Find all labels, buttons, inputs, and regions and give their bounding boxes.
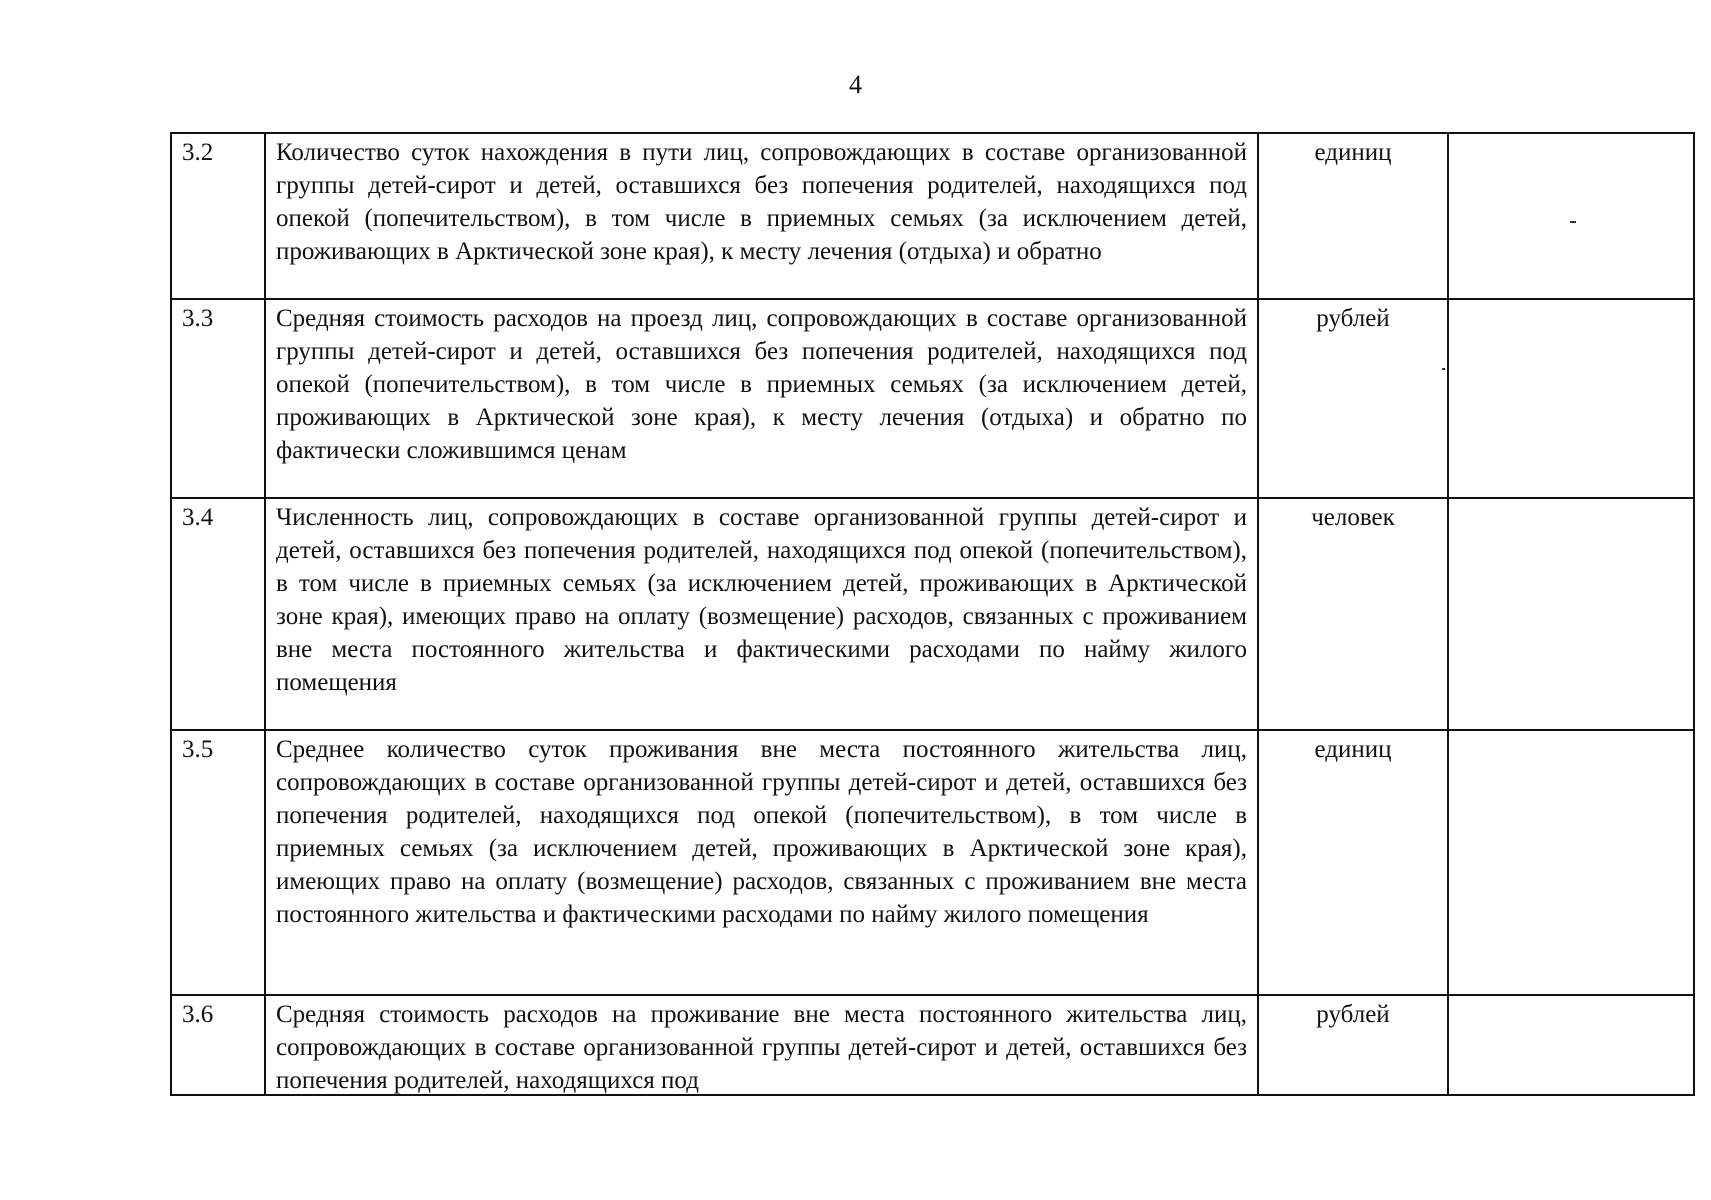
page-number: 4	[849, 70, 862, 99]
row-unit: единиц	[1258, 730, 1448, 995]
row-unit: человек	[1258, 498, 1448, 730]
row-description: Средняя стоимость расходов на проживание вне места постоянного жительства лиц, сопровождающих в составе организованной группы детей-сирот и детей, оставшихся без попечения родителей, находящихся под	[276, 1001, 1247, 1094]
row-number: 3.6	[171, 995, 265, 1095]
row-value	[1448, 299, 1694, 498]
row-number: 3.5	[171, 730, 265, 995]
table-row	[171, 299, 1694, 498]
row-number: 3.2	[171, 133, 265, 299]
row-value	[1448, 498, 1694, 730]
scan-speck	[1570, 221, 1576, 223]
table-row	[171, 498, 1694, 730]
row-value	[1448, 133, 1694, 299]
row-number: 3.4	[171, 498, 265, 730]
row-description: Численность лиц, сопровождающих в составе организованной группы детей-сирот и детей, оставшихся без попечения родителей, находящихся под опекой (попечительством), в том числе в приемных семьях (за исключением детей, проживающих в Арктической зоне края), имеющих право на оплату (возмещение) расходов, связанных с проживанием вне места постоянного жительства и фактическими расходами по найму жилого помещения	[265, 498, 1258, 730]
scan-speck	[1442, 368, 1445, 370]
row-value	[1448, 730, 1694, 995]
row-value	[1448, 995, 1694, 1095]
row-unit: рублей	[1258, 299, 1448, 498]
table-row	[171, 995, 1694, 1095]
row-unit: единиц	[1258, 133, 1448, 299]
indicators-table	[170, 132, 1695, 1096]
row-description: Среднее количество суток проживания вне места постоянного жительства лиц, сопровождающих в составе организованной группы детей-сирот и детей, оставшихся без попечения родителей, находящихся под опекой (попечительством), в том числе в приемных семьях (за исключением детей, проживающих в Арктической зоне края), имеющих право на оплату (возмещение) расходов, связанных с проживанием вне места постоянного жительства и фактическими расходами по найму жилого помещения	[265, 730, 1258, 995]
row-number: 3.3	[171, 299, 265, 498]
row-description: Средняя стоимость расходов на проезд лиц, сопровождающих в составе организованной группы детей-сирот и детей, оставшихся без попечения родителей, находящихся под опекой (попечительством), в том числе в приемных семьях (за исключением детей, проживающих в Арктической зоне края), к месту лечения (отдыха) и обратно по фактически сложившимся ценам	[265, 299, 1258, 498]
row-unit: рублей	[1258, 995, 1448, 1095]
row-description-cell	[265, 995, 1258, 1095]
table-row	[171, 730, 1694, 995]
table-row	[171, 133, 1694, 299]
row-description: Количество суток нахождения в пути лиц, сопровождающих в составе организованной группы детей-сирот и детей, оставшихся без попечения родителей, находящихся под опекой (попечительством), в том числе в приемных семьях (за исключением детей, проживающих в Арктической зоне края), к месту лечения (отдыха) и обратно	[265, 133, 1258, 299]
